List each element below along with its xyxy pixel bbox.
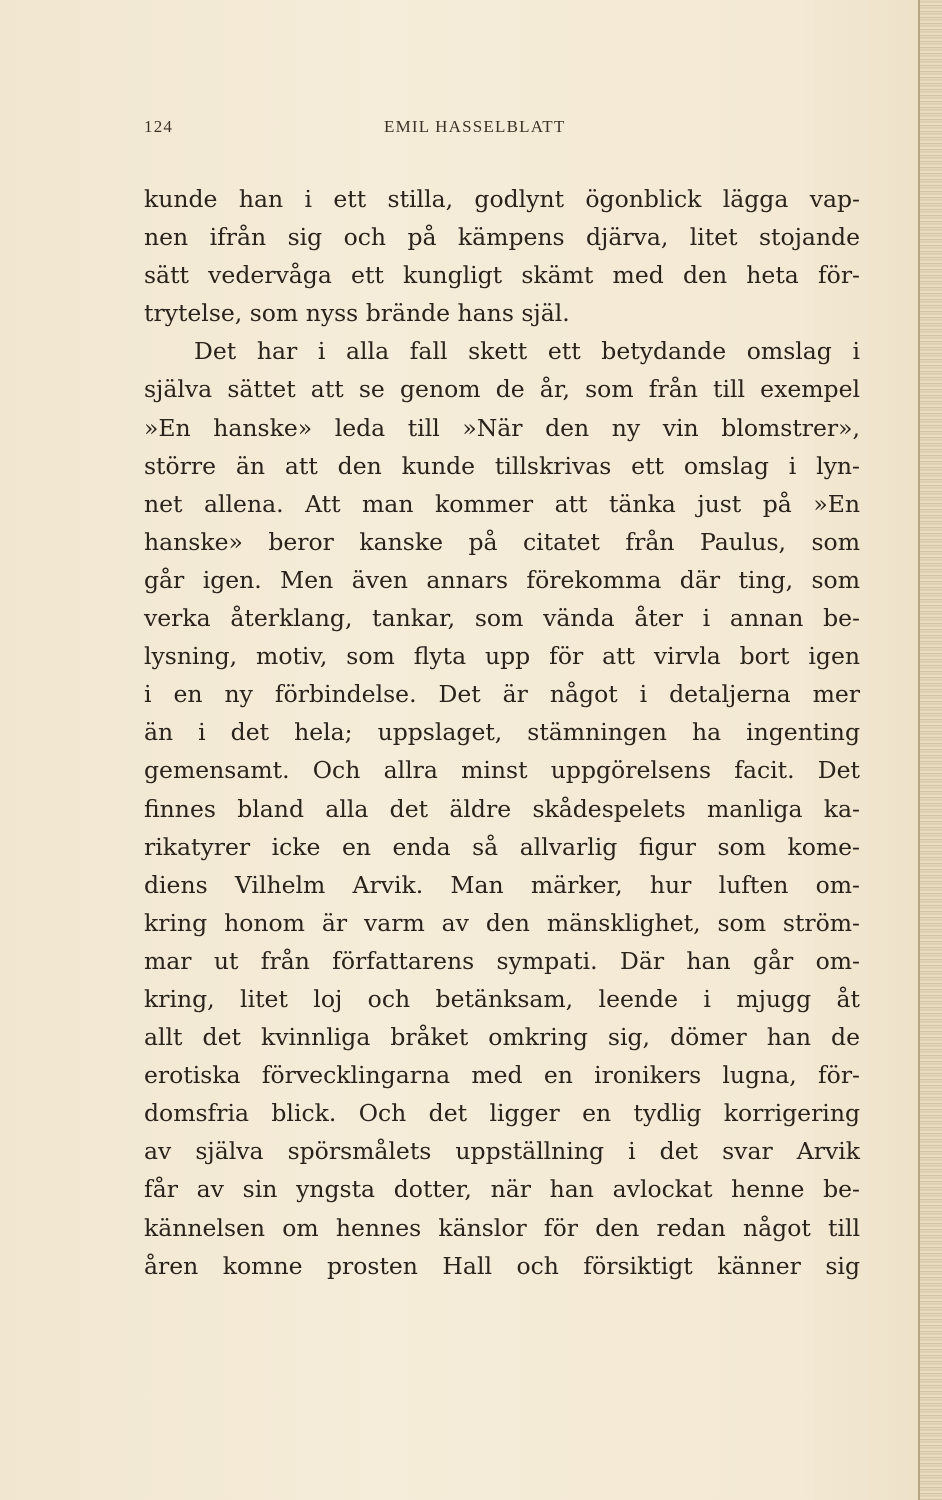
- running-head: [144, 117, 856, 143]
- page-edge: [918, 0, 942, 1500]
- text-line: kännelsen om hennes känslor för den redan något till: [144, 1213, 860, 1242]
- text-line: får av sin yngsta dotter, när han avlockat henne be-: [144, 1175, 860, 1204]
- text-line: finnes bland alla det äldre skådespelets manliga ka-: [144, 794, 860, 823]
- text-line: själva sättet att se genom de år, som från till exempel: [144, 375, 860, 404]
- body-text: [144, 180, 860, 1285]
- text-line: hanske» beror kanske på citatet från Paulus, som: [144, 527, 860, 556]
- page-number: 124: [144, 117, 174, 136]
- text-line: kring, litet loj och betänksam, leende i mjugg åt: [144, 984, 860, 1013]
- text-line: än i det hela; uppslaget, stämningen ha ingenting: [144, 718, 860, 747]
- text-line: gemensamt. Och allra minst uppgörelsens facit. Det: [144, 756, 860, 785]
- text-line: kring honom är varm av den mänsklighet, som ström-: [144, 908, 860, 937]
- text-line: rikatyrer icke en enda så allvarlig figur som kome-: [144, 832, 860, 861]
- text-line: Det har i alla fall skett ett betydande omslag i: [194, 337, 860, 366]
- text-line: allt det kvinnliga bråket omkring sig, dömer han de: [144, 1023, 860, 1052]
- text-line: går igen. Men även annars förekomma där ting, som: [144, 565, 860, 594]
- text-line: kunde han i ett stilla, godlynt ögonblick lägga vap-: [144, 185, 860, 213]
- text-line: sätt vedervåga ett kungligt skämt med den heta för-: [144, 261, 860, 290]
- text-line: åren komne prosten Hall och försiktigt känner sig: [144, 1251, 860, 1280]
- text-line: i en ny förbindelse. Det är något i detaljerna mer: [144, 680, 860, 709]
- text-line: lysning, motiv, som flyta upp för att virvla bort igen: [144, 642, 860, 671]
- text-line: trytelse, som nyss brände hans själ.: [144, 299, 570, 328]
- text-line: större än att den kunde tillskrivas ett omslag i lyn-: [144, 451, 860, 480]
- text-line: verka återklang, tankar, som vända åter i annan be-: [144, 604, 860, 633]
- text-line: domsfria blick. Och det ligger en tydlig korrigering: [144, 1099, 860, 1128]
- text-line: nen ifrån sig och på kämpens djärva, litet stojande: [144, 223, 860, 252]
- text-line: net allena. Att man kommer att tänka just på »En: [144, 489, 860, 518]
- text-line: mar ut från författarens sympati. Där han går om-: [144, 946, 860, 975]
- text-line: »En hanske» leda till »När den ny vin blomstrer»,: [144, 413, 860, 442]
- running-head-author: EMIL HASSELBLATT: [384, 117, 566, 136]
- text-line: erotiska förvecklingarna med en ironikers lugna, för-: [144, 1061, 860, 1090]
- text-line: diens Vilhelm Arvik. Man märker, hur luften om-: [144, 870, 860, 899]
- text-line: av själva spörsmålets uppställning i det svar Arvik: [144, 1137, 860, 1166]
